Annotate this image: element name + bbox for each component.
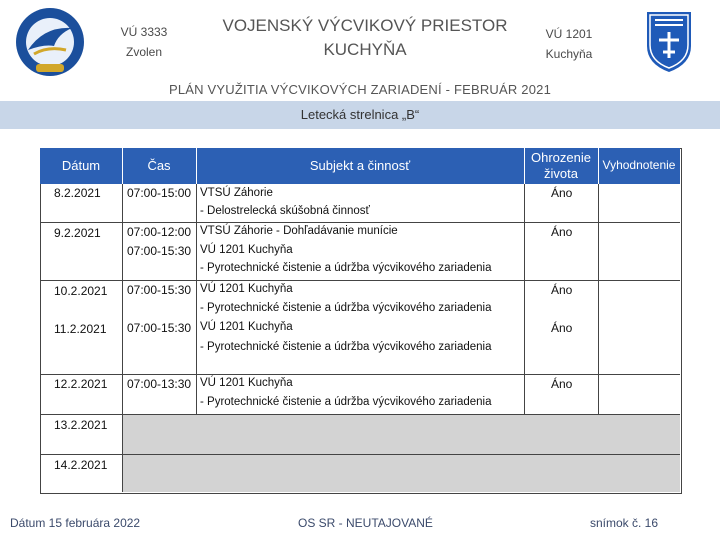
page-title bbox=[200, 14, 530, 62]
row-activity: - Pyrotechnické čistenie a údržba výcvikového zariadenia bbox=[200, 262, 492, 274]
row-subject: VÚ 1201 Kuchyňa bbox=[200, 377, 293, 389]
row-time: 07:00-15:30 bbox=[127, 283, 192, 297]
header-divider bbox=[524, 148, 525, 184]
col-header-threat: Ohrozenie života bbox=[531, 150, 591, 181]
unit-right-label bbox=[534, 24, 604, 64]
col-header-evaluation: Vyhodnotenie bbox=[602, 158, 676, 172]
col-header-activity: Subjekt a činnosť bbox=[309, 158, 411, 173]
row-time: 07:00-13:30 bbox=[127, 377, 192, 391]
title-line-2: KUCHYŇA bbox=[323, 40, 407, 59]
col-header-date: Dátum bbox=[61, 158, 101, 173]
title-line-1: VOJENSKÝ VÝCVIKOVÝ PRIESTOR bbox=[222, 16, 508, 35]
row-subject: VTSÚ Záhorie - Dohľadávanie munície bbox=[200, 225, 398, 237]
row-time: 07:00-15:30 bbox=[127, 244, 192, 258]
row-date: 9.2.2021 bbox=[54, 226, 101, 240]
unit-emblem-left bbox=[14, 6, 86, 78]
row-threat: Áno bbox=[551, 321, 573, 335]
row-threat: Áno bbox=[551, 225, 573, 239]
empty-row-13 bbox=[122, 414, 680, 454]
row-date: 10.2.2021 bbox=[54, 284, 108, 298]
row-threat: Áno bbox=[551, 186, 573, 200]
row-divider bbox=[40, 454, 680, 455]
footer-date: Dátum 15 februára 2022 bbox=[10, 516, 141, 530]
range-name: Letecká strelnica „B“ bbox=[300, 107, 420, 122]
row-divider bbox=[40, 222, 680, 223]
row-threat: Áno bbox=[551, 377, 573, 391]
row-subject: VÚ 1201 Kuchyňa bbox=[200, 283, 293, 295]
row-divider bbox=[40, 414, 680, 415]
row-activity: - Pyrotechnické čistenie a údržba výcvikového zariadenia bbox=[200, 396, 492, 408]
unit-shield-right bbox=[645, 10, 693, 74]
row-time: 07:00-15:30 bbox=[127, 321, 192, 335]
plan-title: PLÁN VYUŽITIA VÝCVIKOVÝCH ZARIADENÍ - FEBRUÁR 2021 bbox=[168, 82, 552, 97]
row-threat: Áno bbox=[551, 283, 573, 297]
row-subject: VTSÚ Záhorie bbox=[200, 187, 273, 199]
row-activity: - Delostrelecká skúšobná činnosť bbox=[200, 205, 370, 217]
row-activity: - Pyrotechnické čistenie a údržba výcvikového zariadenia bbox=[200, 302, 492, 314]
row-divider bbox=[40, 374, 680, 375]
row-date: 12.2.2021 bbox=[54, 377, 108, 391]
unit-left-city: Zvolen bbox=[125, 45, 163, 59]
row-subject: VÚ 1201 Kuchyňa bbox=[200, 244, 293, 256]
col-divider bbox=[122, 148, 123, 492]
row-subject: VÚ 1201 Kuchyňa bbox=[200, 321, 293, 333]
footer-classification: OS SR - NEUTAJOVANÉ bbox=[298, 516, 433, 530]
unit-right-city: Kuchyňa bbox=[545, 47, 593, 61]
footer-slide-number: snímok č. 16 bbox=[590, 516, 659, 530]
unit-right-code: VÚ 1201 bbox=[545, 27, 593, 41]
row-time: 07:00-12:00 bbox=[127, 225, 192, 239]
row-time: 07:00-15:00 bbox=[127, 186, 192, 200]
row-activity: - Pyrotechnické čistenie a údržba výcvikového zariadenia bbox=[200, 341, 492, 353]
row-date: 11.2.2021 bbox=[54, 322, 107, 336]
row-date: 14.2.2021 bbox=[54, 458, 108, 472]
col-header-time: Čas bbox=[147, 158, 171, 173]
row-divider bbox=[40, 280, 680, 281]
unit-left-label bbox=[104, 22, 184, 62]
row-date: 13.2.2021 bbox=[54, 418, 108, 432]
row-date: 8.2.2021 bbox=[54, 186, 101, 200]
unit-left-code: VÚ 3333 bbox=[120, 25, 168, 39]
empty-row-14 bbox=[122, 454, 680, 492]
